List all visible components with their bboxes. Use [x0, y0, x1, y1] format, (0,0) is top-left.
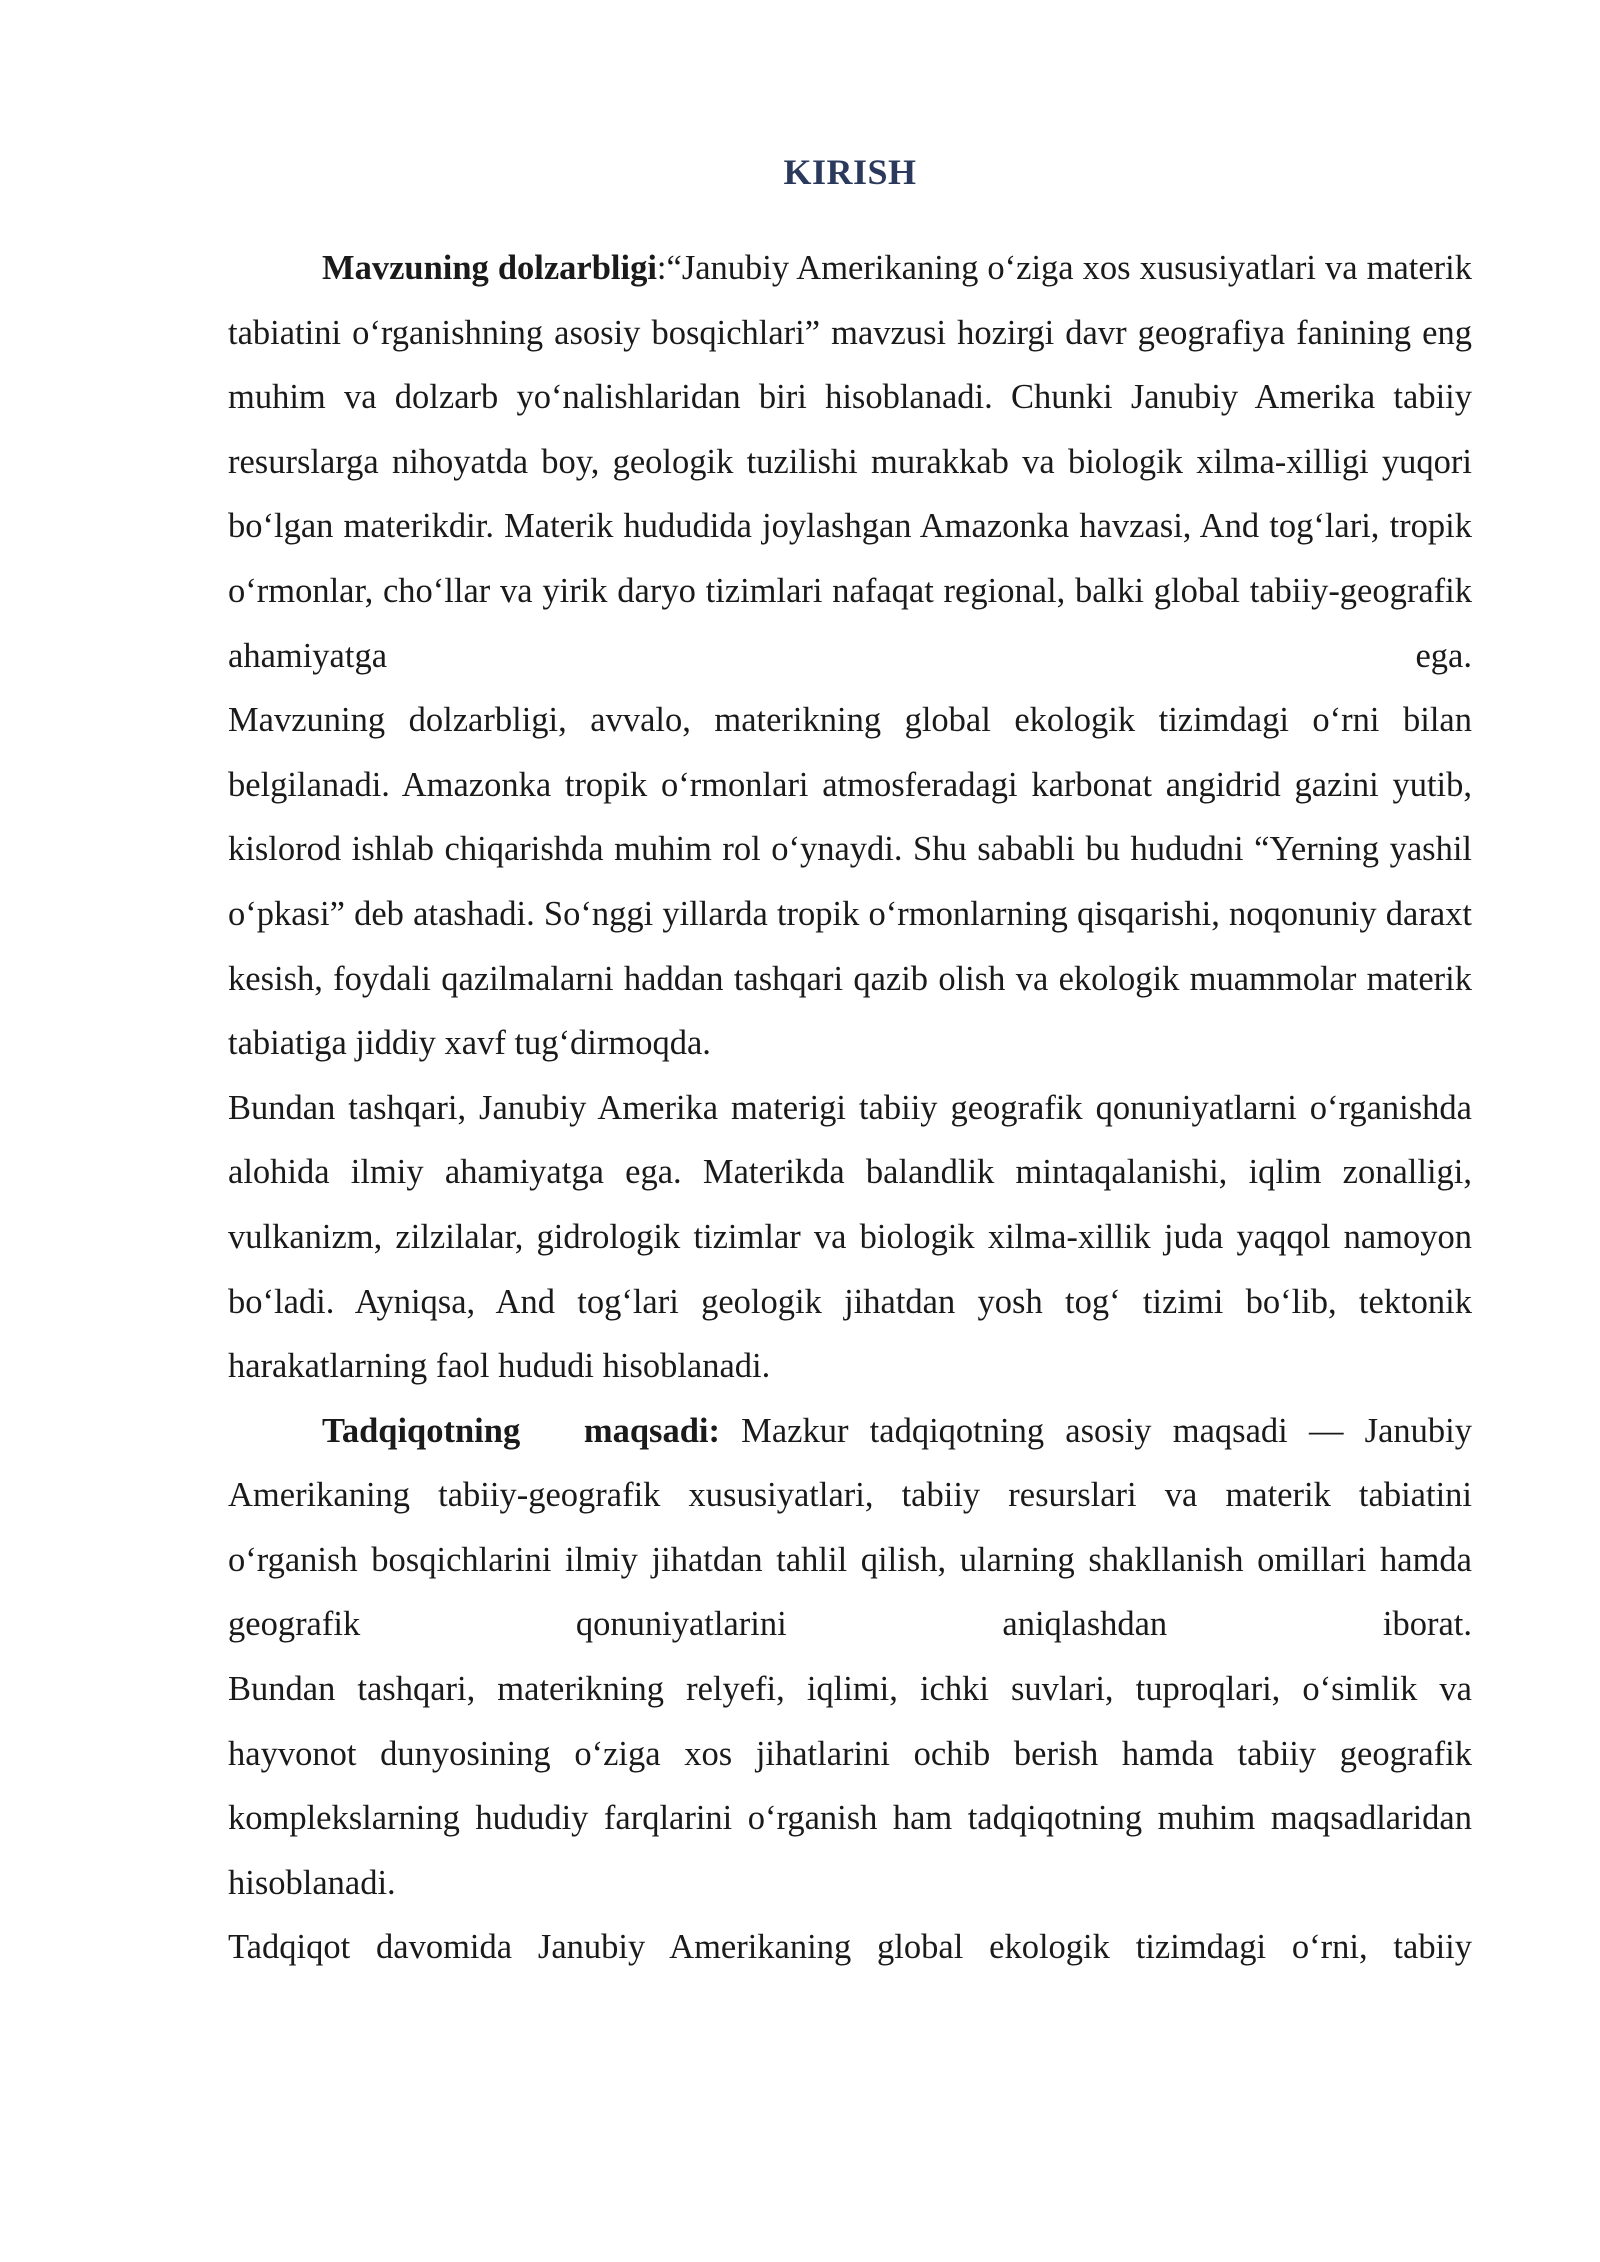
goal-text-2: Bundan tashqari, materikning relyefi, iqlimi, ichki suvlari, tuproqlari, o‘simlik va hayvonot dunyosining o‘ziga xos jihatlarini ochib berish hamda tabiiy geografik komplekslarning hududiy farqlarini o‘rganish ham tadqiqotning muhim maqsadlaridan hisoblanadi.: [228, 1670, 1472, 1902]
paragraph-research: [228, 1915, 1472, 1980]
relevance-text-3: Bundan tashqari, Janubiy Amerika materigi tabiiy geografik qonuniyatlarni o‘rganishda alohida ilmiy ahamiyatga ega. Materikda balandlik mintaqalanishi, iqlim zonalligi, vulkanizm, zilzilalar, gidrologik tizimlar va biologik xilma-xillik juda yaqqol namoyon bo‘ladi. Ayniqsa, And tog‘lari geologik jihatdan yosh tog‘ tizimi bo‘lib, tektonik harakatlarning faol hududi hisoblanadi.: [228, 1088, 1472, 1386]
relevance-text: :“Janubiy Amerikaning o‘ziga xos xususiyatlari va materik tabiatini o‘rganishning asosiy bosqichlari” mavzusi hozirgi davr geografiya fanining eng muhim va dolzarb yo‘nalishlaridan biri hisoblanadi. Chunki Janubiy Amerika tabiiy resurslarga nihoyatda boy, geologik tuzilishi murakkab va biologik xilma-xilligi yuqori bo‘lgan materikdir. Materik hududida joylashgan Amazonka havzasi, And tog‘lari, tropik o‘rmonlar, cho‘llar va yirik daryo tizimlari nafaqat regional, balki global tabiiy-geografik ahamiyatga ega.: [228, 249, 1472, 675]
goal-heading: Tadqiqotning maqsadi:: [322, 1411, 720, 1450]
paragraph-relevance: [228, 236, 1472, 688]
paragraph-relevance-2: [228, 688, 1472, 1076]
goal-text: Mazkur tadqiqotning asosiy maqsadi — Janubiy Amerikaning tabiiy-geografik xususiyatlari, tabiiy resurslari va materik tabiatini o‘rganish bosqichlarini ilmiy jihatdan tahlil qilish, ularning shakllanish omillari hamda geografik qonuniyatlarini aniqlashdan iborat.: [228, 1411, 1472, 1644]
relevance-text-2: Mavzuning dolzarbligi, avvalo, materikning global ekologik tizimdagi o‘rni bilan belgilanadi. Amazonka tropik o‘rmonlari atmosferadagi karbonat angidrid gazini yutib, kislorod ishlab chiqarishda muhim rol o‘ynaydi. Shu sababli bu hududni “Yerning yashil o‘pkasi” deb atashadi. So‘nggi yillarda tropik o‘rmonlarning qisqarishi, noqonuniy daraxt kesish, foydali qazilmalarni haddan tashqari qazib olish va ekologik muammolar materik tabiatiga jiddiy xavf tug‘dirmoqda.: [228, 701, 1472, 1063]
paragraph-relevance-3: [228, 1076, 1472, 1399]
relevance-heading: Mavzuning dolzarbligi: [322, 249, 657, 287]
research-text: Tadqiqot davomida Janubiy Amerikaning global ekologik tizimdagi o‘rni, tabiiy: [228, 1928, 1472, 1967]
page-title: KIRISH: [783, 152, 917, 192]
paragraph-goal-2: [228, 1657, 1472, 1915]
document-page: [228, 150, 1472, 1980]
paragraph-goal: [228, 1399, 1472, 1657]
